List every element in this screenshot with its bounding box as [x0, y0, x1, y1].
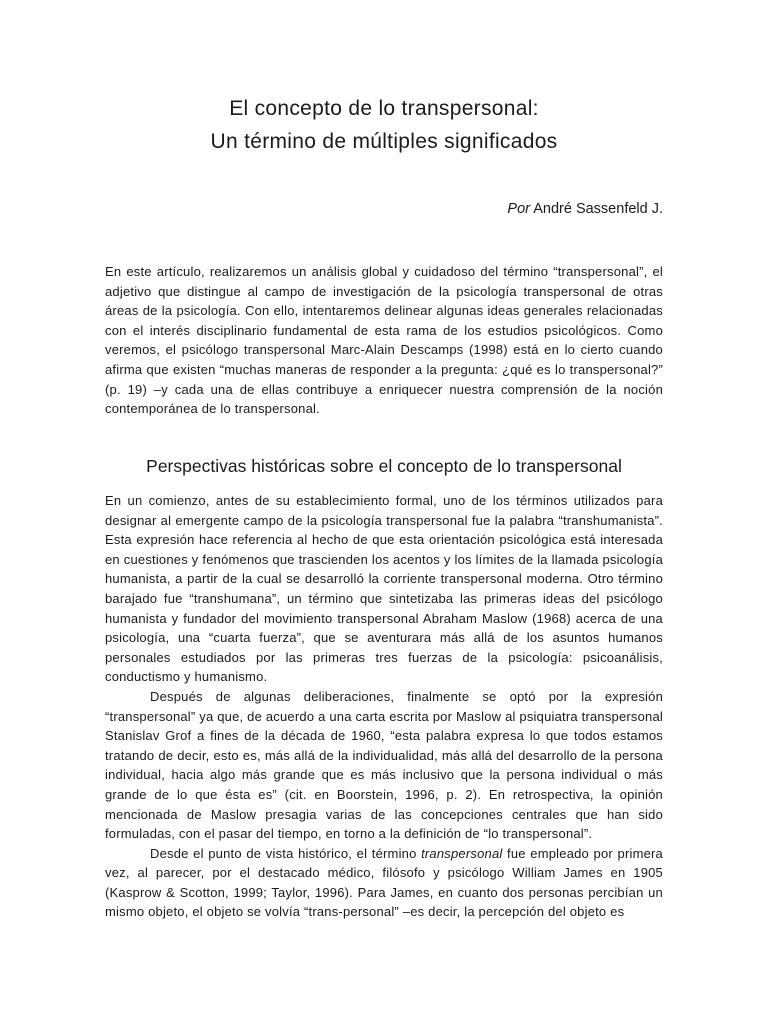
author-name: André Sassenfeld J. [530, 201, 663, 217]
body-paragraph-3 [105, 844, 663, 922]
title-line-1: El concepto de lo transpersonal: [229, 97, 539, 120]
abstract-paragraph: En este artículo, realizaremos un análisis global y cuidadoso del término “transpersonal”, el adjetivo que distingue al campo de investigación de la psicología transpersonal de otras áreas de la psicología. Con ello, intentaremos delinear algunas ideas generales relacionadas con el interés disciplinario fundamental de esta rama de los estudios psicológicos. Como veremos, el psicólogo transpersonal Marc-Alain Descamps (1998) está en lo cierto cuando afirma que existen “muchas maneras de responder a la pregunta: ¿qué es lo transpersonal?” (p. 19) –y cada una de ellas contribuye a enriquecer nuestra comprensión de la noción contemporánea de lo transpersonal. [105, 264, 663, 417]
italic-term: transpersonal [421, 845, 503, 861]
abstract-section [105, 262, 663, 419]
body-paragraph-2: Después de algunas deliberaciones, finalmente se optó por la expresión “transpersonal” ya que, de acuerdo a una carta escrita por Maslow al psiquiatra transpersonal Stanislav Grof a fines de la década de 1960, “esta palabra expresa lo que todos estamos tratando de decir, esto es, más allá de la individualidad, más allá del desarrollo de la persona individual, hacia algo más grande que es más inclusivo que la persona individual o más grande de lo que ésta es” (cit. en Boorstein, 1996, p. 2). En retrospectiva, la opinión mencionada de Maslow presagia varias de las concepciones centrales que han sido formuladas, con el pasar del tiempo, en torno a la definición de “lo transpersonal”. [105, 688, 663, 842]
body-paragraph-1: En un comienzo, antes de su establecimiento formal, uno de los términos utilizados para designar al emergente campo de la psicología transpersonal fue la palabra “transhumanista”. Esta expresión hace referencia al hecho de que esta orientación psicológica está interesada en cuestiones y fenómenos que trascienden los acentos y los límites de la llamada psicología humanista, a partir de la cual se desarrolló la corriente transpersonal moderna. Otro término barajado fue “transhumana”, un término que sintetizaba las primeras ideas del psicólogo humanista y fundador del movimiento transpersonal Abraham Maslow (1968) acerca de una psicología, una “cuarta fuerza”, que se aventurara más allá de los asuntos humanos personales estudiados por las primeras tres fuerzas de la psicología: psicoanálisis, conductismo y humanismo. [105, 493, 663, 685]
paragraph-3-end: fue empleado por primera vez, al parecer, por el destacado médico, filósofo y psicólogo William James en 1905 (Kasprow & Scotton, 1999; Taylor, 1996). Para James, en cuanto dos personas percibían un mismo objeto, el objeto se volvía “trans-personal” –es decir, la percepción del objeto es [105, 845, 663, 920]
byline-prefix: Por [507, 201, 530, 217]
page-title [0, 92, 768, 158]
title-line-2: Un término de múltiples significados [210, 130, 558, 153]
body-text [105, 491, 663, 922]
section-heading: Perspectivas históricas sobre el concepto de lo transpersonal [146, 456, 622, 476]
paragraph-3-start: Desde el punto de vista histórico, el término [150, 845, 422, 861]
author-byline [507, 201, 663, 217]
